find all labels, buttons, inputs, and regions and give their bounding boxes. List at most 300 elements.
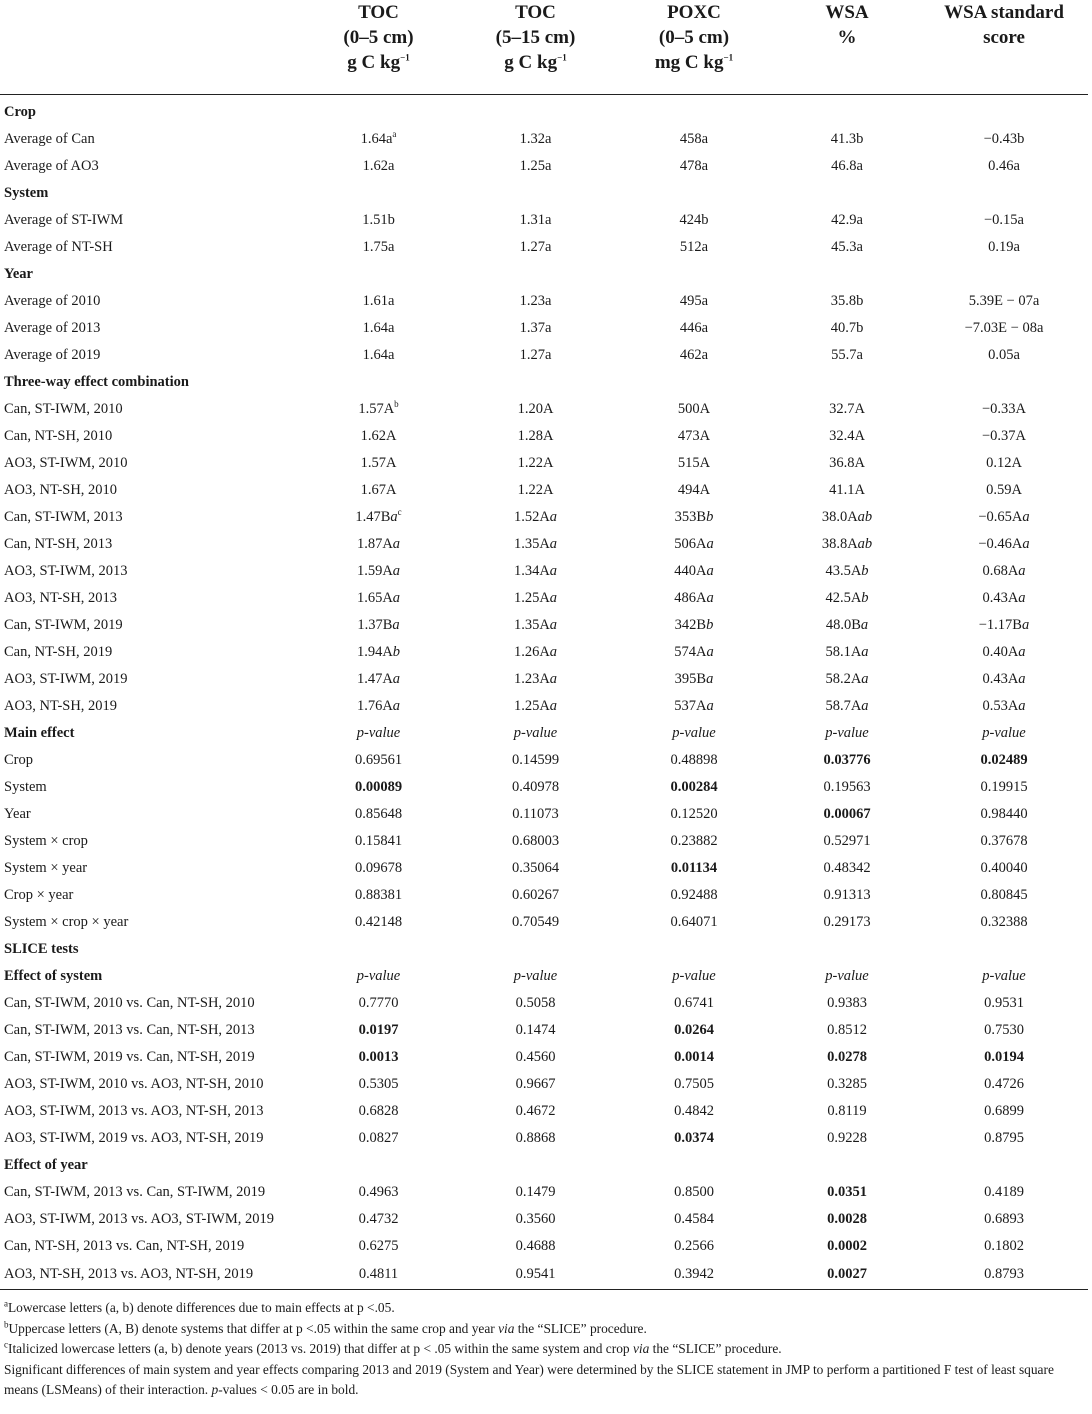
table-row	[0, 558, 1088, 585]
table-cell	[614, 1125, 774, 1152]
cell-value: 0.19915	[980, 779, 1028, 795]
table-cell	[614, 1071, 774, 1098]
cell-year-letter: a	[706, 644, 714, 660]
cell-year-letter: b	[706, 509, 714, 525]
cell-value: 0.4189	[984, 1184, 1024, 1200]
table-cell	[920, 801, 1088, 828]
cell-value: −0.46A	[978, 536, 1023, 552]
table-cell	[300, 477, 457, 504]
cell-year-letter: a	[392, 617, 400, 633]
row-label: System × crop	[4, 833, 88, 849]
empty-cell	[457, 369, 614, 396]
cell-value: 0.43A	[982, 590, 1019, 606]
p-value-header: p-value	[672, 725, 716, 741]
row-label: Can, NT-SH, 2010	[4, 428, 113, 444]
table-cell	[774, 1044, 920, 1071]
footnote-a: $^a$Lowercase letters (a, b) denote differences due to main effects at p <.05.	[4, 1298, 395, 1315]
cell-year-letter: a	[860, 617, 869, 633]
cell-value: 0.4584	[674, 1211, 714, 1227]
table-cell	[300, 693, 457, 720]
cell-value: 0.32388	[980, 914, 1028, 930]
row-label: System × year	[4, 860, 88, 876]
cell-value: 0.4963	[358, 1184, 399, 1200]
empty-cell	[920, 369, 1088, 396]
table-cell	[300, 504, 457, 531]
cell-value: 440A	[674, 563, 707, 579]
table-row	[0, 801, 1088, 828]
table-row	[0, 1125, 1088, 1152]
table-cell	[457, 315, 614, 342]
cell-year-letter: a	[1021, 617, 1030, 633]
empty-cell	[614, 180, 774, 207]
table-cell	[300, 450, 457, 477]
p-value-header: p-value	[982, 725, 1026, 741]
cell-value: 0.2566	[674, 1238, 714, 1254]
cell-value: 0.7770	[358, 995, 399, 1011]
p-value-header: p-value	[982, 968, 1026, 984]
table-cell	[457, 342, 614, 369]
table-cell	[614, 423, 774, 450]
table-cell	[300, 747, 457, 774]
cell-year-letter: a	[706, 563, 714, 579]
row-label: AO3, NT-SH, 2013 vs. AO3, NT-SH, 2019	[0, 1260, 300, 1290]
table-row	[0, 423, 1088, 450]
cell-value: −0.33A	[981, 401, 1027, 417]
cell-value: 1.94A	[356, 644, 393, 660]
cell-year-letter: a	[549, 617, 558, 633]
table-cell	[920, 666, 1088, 693]
table-cell	[774, 423, 920, 450]
row-label: AO3, ST-IWM, 2010 vs. AO3, NT-SH, 2010	[4, 1076, 264, 1092]
cell-value: 1.22A	[517, 455, 554, 471]
table-row	[0, 1260, 1088, 1290]
row-label: AO3, NT-SH, 2013	[4, 590, 118, 606]
row-label: Average of NT-SH	[4, 239, 113, 255]
cell-value: −0.15a	[984, 212, 1024, 228]
table-cell	[300, 612, 457, 639]
table-cell	[457, 855, 614, 882]
cell-value: 0.70549	[511, 914, 560, 930]
table-cell	[300, 1017, 457, 1044]
row-label: Average of 2010	[4, 293, 101, 309]
cell-value: 495a	[679, 293, 709, 309]
table-cell	[300, 207, 457, 234]
cell-year-letter: a	[706, 698, 714, 714]
table-cell	[920, 639, 1088, 666]
table-cell	[300, 342, 457, 369]
table-cell	[457, 801, 614, 828]
table-cell	[774, 801, 920, 828]
cell-value: 0.48898	[670, 752, 718, 768]
cell-value: 0.23882	[670, 833, 718, 849]
cell-value: 0.29173	[823, 914, 871, 930]
cell-value: 0.40978	[511, 779, 560, 795]
table-cell	[457, 909, 614, 936]
table-cell	[774, 1260, 920, 1290]
cell-value: 0.8512	[827, 1022, 867, 1038]
cell-value: 0.9667	[515, 1076, 556, 1092]
table-cell	[614, 882, 774, 909]
cell-value: 0.0827	[358, 1130, 399, 1146]
cell-value: 0.5305	[358, 1076, 399, 1092]
table-cell	[774, 1206, 920, 1233]
table-cell	[457, 153, 614, 180]
table-cell	[457, 693, 614, 720]
table-cell	[300, 585, 457, 612]
cell-year-letter: b	[706, 617, 714, 633]
table-cell	[774, 747, 920, 774]
cell-value: 0.46a	[988, 158, 1020, 174]
footnote-marker: c	[397, 507, 402, 518]
table-cell	[920, 1071, 1088, 1098]
cell-value: 0.59A	[986, 482, 1022, 498]
table-row	[0, 342, 1088, 369]
table-cell	[614, 801, 774, 828]
cell-value: 46.8a	[831, 158, 863, 174]
table-cell	[614, 450, 774, 477]
cell-value: 1.25a	[519, 158, 552, 174]
table-cell	[920, 882, 1088, 909]
row-label: AO3, ST-IWM, 2013 vs. AO3, NT-SH, 2013	[4, 1103, 264, 1119]
table-cell	[920, 828, 1088, 855]
table-cell	[614, 693, 774, 720]
cell-value: 1.47B	[355, 509, 391, 525]
table-cell	[920, 774, 1088, 801]
table-cell	[920, 1179, 1088, 1206]
table-cell	[920, 612, 1088, 639]
cell-value: 0.53A	[982, 698, 1019, 714]
table-cell	[300, 882, 457, 909]
empty-cell	[920, 180, 1088, 207]
cell-value: 0.1802	[984, 1238, 1024, 1254]
cell-value: 41.1A	[829, 482, 865, 498]
table-cell	[920, 693, 1088, 720]
row-label: Three-way effect combination	[4, 374, 189, 390]
cell-value: 446a	[679, 320, 709, 336]
table-cell	[920, 504, 1088, 531]
table-cell	[920, 477, 1088, 504]
cell-value: 1.28A	[517, 428, 554, 444]
cell-year-letter: a	[1018, 698, 1026, 714]
cell-value: 1.62A	[360, 428, 397, 444]
section-row	[0, 1152, 1088, 1179]
table-row	[0, 855, 1088, 882]
table-row	[0, 1098, 1088, 1125]
cell-year-letter: a	[549, 698, 558, 714]
cell-year-letter: a	[1022, 509, 1030, 525]
cell-value: 458a	[679, 131, 709, 147]
cell-value: 424b	[679, 212, 709, 228]
table-row	[0, 1179, 1088, 1206]
cell-year-letter: a	[549, 536, 558, 552]
row-label: Can, NT-SH, 2013	[4, 536, 113, 552]
cell-value: 0.68003	[511, 833, 560, 849]
cell-value: 1.23A	[513, 671, 550, 687]
empty-cell	[457, 936, 614, 963]
row-label: Average of ST-IWM	[4, 212, 124, 228]
cell-value: 5.39E − 07a	[968, 293, 1040, 309]
table-cell	[457, 450, 614, 477]
empty-cell	[920, 936, 1088, 963]
cell-value: 1.27a	[519, 347, 552, 363]
table-cell	[774, 558, 920, 585]
table-cell	[774, 990, 920, 1017]
section-row	[0, 95, 1088, 127]
table-cell	[920, 450, 1088, 477]
table-cell	[774, 207, 920, 234]
empty-cell	[920, 1152, 1088, 1179]
table-cell	[774, 153, 920, 180]
table-cell	[300, 801, 457, 828]
table-cell	[920, 126, 1088, 153]
cell-value: 0.0002	[827, 1238, 867, 1254]
table-cell	[774, 1233, 920, 1260]
table-cell	[300, 1098, 457, 1125]
cell-year-letter: a	[390, 509, 398, 525]
table-cell	[774, 315, 920, 342]
cell-value: 0.9541	[515, 1266, 556, 1282]
row-label: AO3, ST-IWM, 2019	[4, 671, 128, 687]
table-cell	[614, 990, 774, 1017]
empty-cell	[774, 261, 920, 288]
cell-value: 42.9a	[831, 212, 863, 228]
header-toc-0-5: TOC (0–5 cm) g C $kg^{-1}$	[300, 0, 457, 95]
table-cell	[774, 396, 920, 423]
row-label: Crop	[4, 103, 36, 120]
table-cell	[300, 423, 457, 450]
cell-value: 0.0278	[827, 1049, 867, 1065]
table-cell	[774, 126, 920, 153]
table-cell	[774, 585, 920, 612]
table-cell	[614, 639, 774, 666]
table-cell	[614, 1260, 774, 1290]
cell-value: 0.09678	[354, 860, 403, 876]
cell-year-letter: a	[549, 644, 558, 660]
cell-year-letter: a	[549, 590, 558, 606]
cell-value: 0.0027	[827, 1266, 867, 1282]
cell-value: 0.4811	[358, 1266, 399, 1282]
cell-value: 0.8868	[515, 1130, 556, 1146]
cell-value: 0.6899	[984, 1103, 1024, 1119]
row-label: SLICE tests	[4, 941, 79, 957]
row-label: Can, ST-IWM, 2019	[4, 617, 123, 633]
table-row	[0, 666, 1088, 693]
cell-value: 0.80845	[980, 887, 1028, 903]
row-label: Effect of system	[4, 968, 103, 984]
header-wsa: WSA %	[774, 0, 920, 95]
table-cell	[457, 423, 614, 450]
table-cell	[457, 612, 614, 639]
cell-value: 512a	[679, 239, 709, 255]
table-cell	[300, 774, 457, 801]
table-cell	[457, 1071, 614, 1098]
table-cell	[774, 693, 920, 720]
table-row	[0, 747, 1088, 774]
table-cell	[774, 1179, 920, 1206]
table-row	[0, 207, 1088, 234]
cell-year-letter: a	[1018, 590, 1026, 606]
table-row	[0, 828, 1088, 855]
table-cell	[457, 558, 614, 585]
cell-value: 38.8A	[821, 536, 858, 552]
cell-year-letter: a	[1018, 563, 1026, 579]
empty-cell	[614, 261, 774, 288]
table-cell	[457, 1098, 614, 1125]
table-cell	[774, 1017, 920, 1044]
cell-value: 58.7A	[825, 698, 862, 714]
cell-value: 0.85648	[354, 806, 403, 822]
cell-value: 0.5058	[515, 995, 556, 1011]
cell-value: 32.4A	[829, 428, 865, 444]
table-cell	[774, 1098, 920, 1125]
table-cell	[774, 909, 920, 936]
row-label: AO3, ST-IWM, 2013	[4, 563, 128, 579]
table-cell	[457, 1044, 614, 1071]
row-label: AO3, NT-SH, 2010	[4, 482, 118, 498]
row-label: System	[4, 779, 47, 795]
cell-value: 0.00089	[354, 779, 403, 795]
table-row	[0, 1017, 1088, 1044]
table-row	[0, 639, 1088, 666]
cell-year-letter: a	[392, 698, 401, 714]
cell-value: 0.9228	[827, 1130, 867, 1146]
row-label: Year	[4, 266, 33, 282]
cell-value: 353B	[674, 509, 707, 525]
table-cell	[774, 882, 920, 909]
table-cell	[920, 288, 1088, 315]
table-cell	[300, 288, 457, 315]
cell-value: 0.48342	[823, 860, 871, 876]
p-value-header: p-value	[825, 968, 869, 984]
cell-value: 1.57A	[360, 455, 397, 471]
table-cell	[774, 774, 920, 801]
cell-value: 0.11073	[512, 806, 559, 822]
cell-value: 1.35A	[513, 617, 550, 633]
row-label: Can, ST-IWM, 2013 vs. Can, ST-IWM, 2019	[4, 1184, 266, 1200]
cell-value: 0.4842	[674, 1103, 714, 1119]
empty-cell	[300, 936, 457, 963]
table-cell	[920, 315, 1088, 342]
table-row	[0, 909, 1088, 936]
table-cell	[920, 1017, 1088, 1044]
table-cell	[614, 207, 774, 234]
row-label: Can, ST-IWM, 2019 vs. Can, NT-SH, 2019	[4, 1049, 255, 1065]
cell-value: 1.32a	[519, 131, 552, 147]
cell-value: 41.3b	[830, 131, 864, 147]
cell-year-letter: b	[392, 644, 401, 660]
cell-value: 0.0194	[984, 1049, 1024, 1065]
table-cell	[614, 288, 774, 315]
cell-value: 0.02489	[980, 752, 1028, 768]
table-cell	[774, 450, 920, 477]
row-label: Can, ST-IWM, 2010 vs. Can, NT-SH, 2010	[4, 995, 255, 1011]
cell-value: 0.8500	[674, 1184, 714, 1200]
table-cell	[300, 666, 457, 693]
cell-value: 515A	[677, 455, 711, 471]
cell-value: 1.31a	[519, 212, 552, 228]
table-cell	[920, 1233, 1088, 1260]
row-label: Average of Can	[4, 131, 95, 147]
table-cell	[614, 504, 774, 531]
table-cell	[300, 1260, 457, 1290]
row-label: AO3, ST-IWM, 2010	[4, 455, 128, 471]
table-cell	[614, 1206, 774, 1233]
cell-value: 0.0197	[358, 1022, 399, 1038]
table-cell	[457, 1179, 614, 1206]
cell-year-letter: a	[392, 590, 401, 606]
table-cell	[614, 855, 774, 882]
cell-value: 0.8119	[827, 1103, 867, 1119]
cell-value: 43.5A	[825, 563, 862, 579]
cell-value: 0.0028	[827, 1211, 867, 1227]
cell-year-letter: b	[861, 563, 869, 579]
table-cell	[300, 990, 457, 1017]
table-row	[0, 288, 1088, 315]
empty-cell	[614, 369, 774, 396]
table-cell	[614, 477, 774, 504]
row-label: Crop × year	[4, 887, 74, 903]
p-value-header: p-value	[672, 968, 716, 984]
table-cell	[614, 558, 774, 585]
cell-value: −0.43b	[983, 131, 1025, 147]
table-row	[0, 612, 1088, 639]
table-cell	[774, 477, 920, 504]
cell-value: 0.9531	[984, 995, 1024, 1011]
cell-year-letter: a	[549, 509, 558, 525]
cell-value: 0.4672	[515, 1103, 556, 1119]
table-row	[0, 1206, 1088, 1233]
cell-value: 0.4732	[358, 1211, 399, 1227]
cell-year-letter: b	[861, 590, 869, 606]
cell-value: 0.14599	[511, 752, 560, 768]
cell-value: 0.1474	[515, 1022, 556, 1038]
cell-value: 0.4688	[515, 1238, 556, 1254]
cell-value: 0.91313	[823, 887, 871, 903]
cell-value: 1.52A	[513, 509, 550, 525]
table-row	[0, 585, 1088, 612]
cell-value: 48.0B	[825, 617, 861, 633]
table-cell	[920, 153, 1088, 180]
table-cell	[774, 1125, 920, 1152]
table-cell	[300, 639, 457, 666]
cell-value: 1.27a	[519, 239, 552, 255]
cell-year-letter: a	[392, 563, 401, 579]
cell-value: 1.64a	[362, 347, 395, 363]
table-cell	[774, 531, 920, 558]
section-row	[0, 936, 1088, 963]
row-label: Year	[4, 806, 31, 822]
table-cell	[920, 990, 1088, 1017]
cell-value: 1.64a	[362, 320, 395, 336]
table-cell	[457, 1125, 614, 1152]
table-cell	[614, 1044, 774, 1071]
cell-value: 1.64a	[360, 131, 393, 147]
cell-year-letter: a	[549, 563, 558, 579]
footnote-b: $^b$Uppercase letters (A, B) denote systems that differ at p <.05 within the same crop and year via the “SLICE” procedure.	[4, 1319, 647, 1336]
table-cell	[614, 315, 774, 342]
row-label: System	[4, 185, 49, 201]
cell-value: 0.43A	[982, 671, 1019, 687]
cell-value: 0.64071	[670, 914, 718, 930]
table-cell	[457, 747, 614, 774]
cell-value: 478a	[679, 158, 709, 174]
footnotes	[0, 1290, 1088, 1401]
row-label: Can, ST-IWM, 2013	[4, 509, 123, 525]
empty-cell	[774, 95, 920, 127]
table-row	[0, 693, 1088, 720]
cell-value: 35.8b	[830, 293, 864, 309]
table-row	[0, 315, 1088, 342]
